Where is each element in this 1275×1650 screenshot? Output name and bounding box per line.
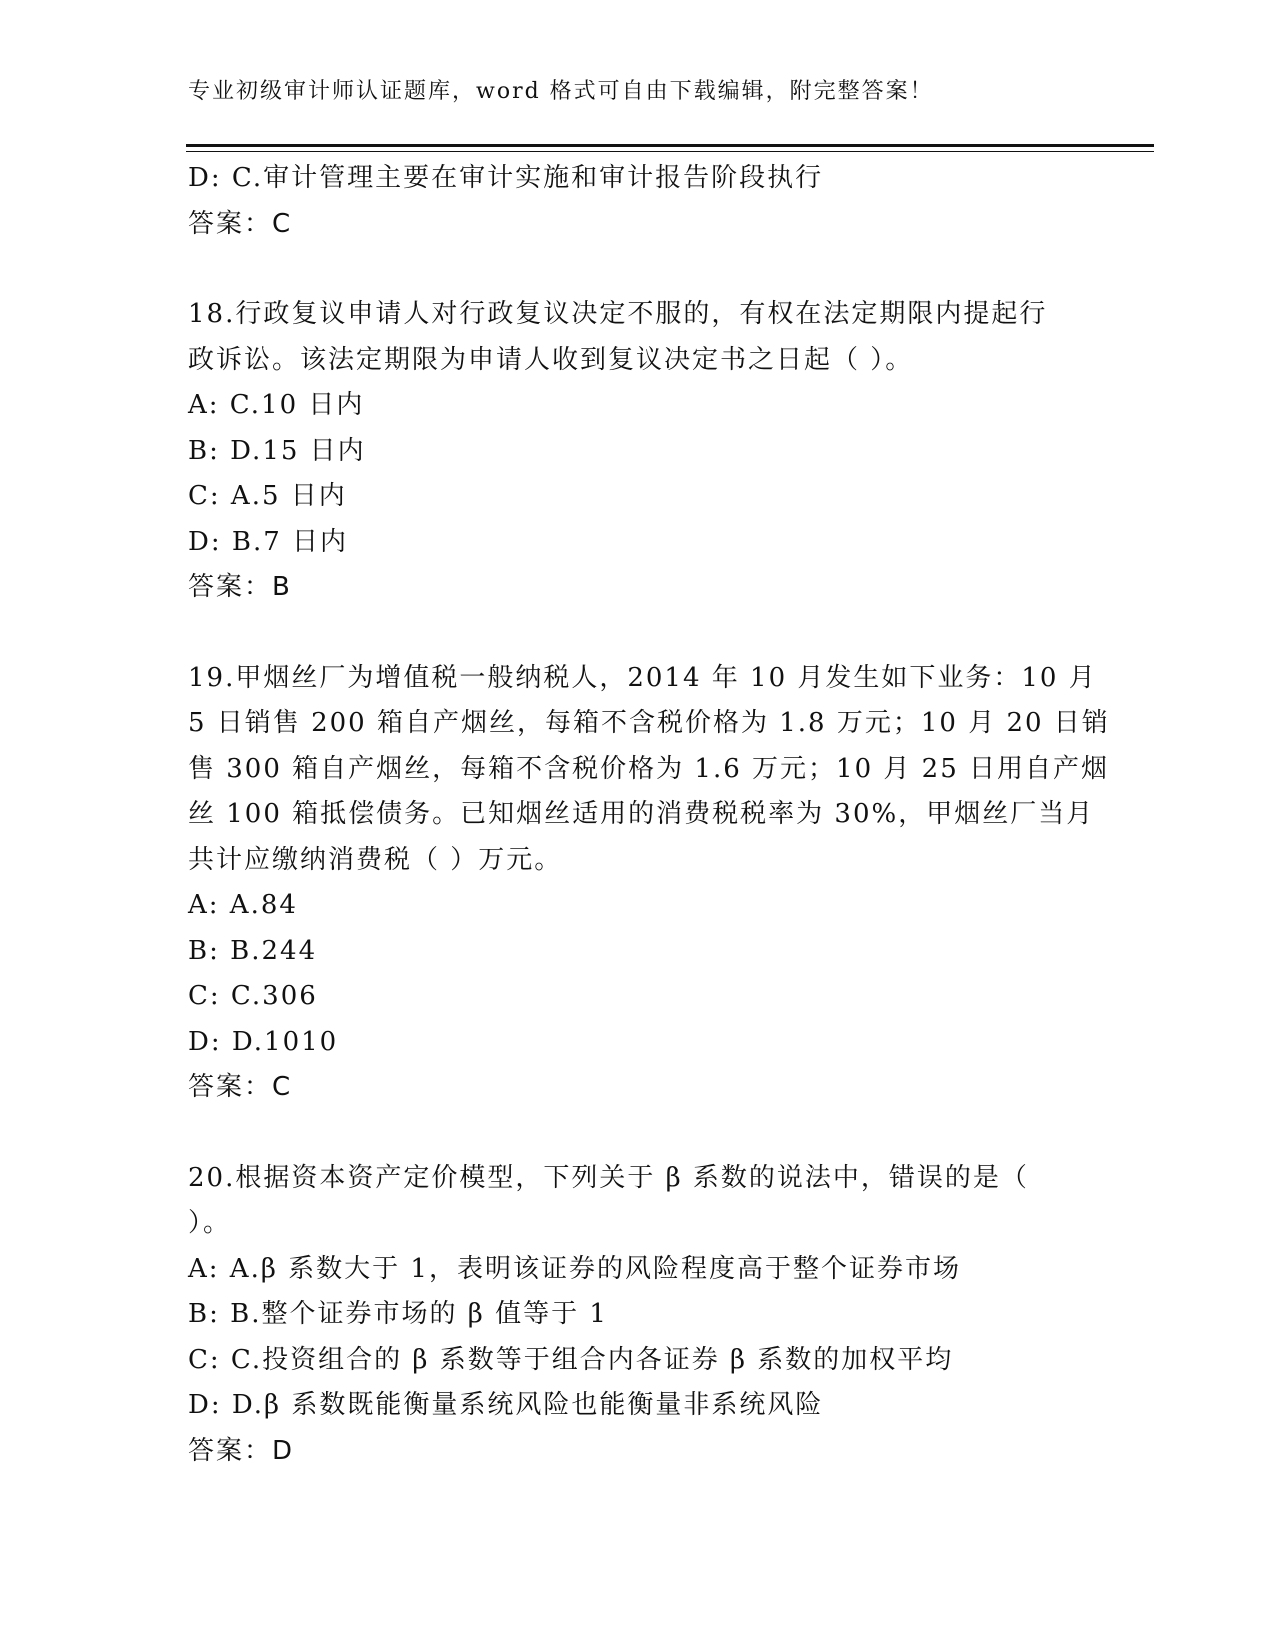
question-19-stem [188,656,1110,884]
question-18-stem [188,292,1078,383]
q18-answer: 答案：B [188,572,292,602]
q19-option-c: C: C.306 [188,981,318,1011]
stem-line: 丝 100 箱抵偿债务。已知烟丝适用的消费税税率为 30%，甲烟丝厂当月 [188,799,1095,829]
stem-line: 20.根据资本资产定价模型，下列关于 β 系数的说法中，错误的是（ [188,1162,1029,1193]
stem-line: 19.甲烟丝厂为增值税一般纳税人，2014 年 10 月发生如下业务：10 月 [188,662,1097,693]
question-content [188,156,1110,1474]
prev-answer: 答案：C [188,208,293,239]
prev-option-d: D: C.审计管理主要在审计实施和审计报告阶段执行 [188,163,824,193]
stem-line: ）。 [188,1208,232,1238]
header-divider-thin [186,151,1154,152]
q20-option-a: A: A.β 系数大于 1，表明该证券的风险程度高于整个证券市场 [188,1253,961,1284]
q18-option-a: A: C.10 日内 [188,390,365,420]
stem-line: 18.行政复议申请人对行政复议决定不服的，有权在法定期限内提起行 [188,299,1048,329]
q20-option-c: C: C.投资组合的 β 系数等于组合内各证券 β 系数的加权平均 [188,1344,954,1375]
q20-option-d: D: D.β 系数既能衡量系统风险也能衡量非系统风险 [188,1390,824,1420]
q19-answer: 答案：C [188,1072,293,1102]
q19-option-a: A: A.84 [188,890,298,920]
q18-option-b: B: D.15 日内 [188,435,366,466]
header-divider-thick [186,144,1154,147]
question-20-stem [188,1156,1078,1247]
stem-line: 共计应缴纳消费税（ ）万元。 [188,844,563,875]
q19-option-b: B: B.244 [188,935,318,966]
stem-line: 5 日销售 200 箱自产烟丝，每箱不含税价格为 1.8 万元；10 月 20 日销 [188,708,1110,738]
q19-option-d: D: D.1010 [188,1026,339,1057]
q20-option-b: B: B.整个证券市场的 β 值等于 1 [188,1299,608,1329]
q18-option-d: D: B.7 日内 [188,526,349,557]
page-header: 专业初级审计师认证题库，word 格式可自由下载编辑，附完整答案！ [188,79,934,104]
stem-line: 售 300 箱自产烟丝，每箱不含税价格为 1.6 万元；10 月 25 日用自产烟 [188,753,1109,784]
stem-line: 政诉讼。该法定期限为申请人收到复议决定书之日起（ ）。 [188,344,914,375]
q18-option-c: C: A.5 日内 [188,481,347,511]
q20-answer: 答案：D [188,1435,295,1466]
